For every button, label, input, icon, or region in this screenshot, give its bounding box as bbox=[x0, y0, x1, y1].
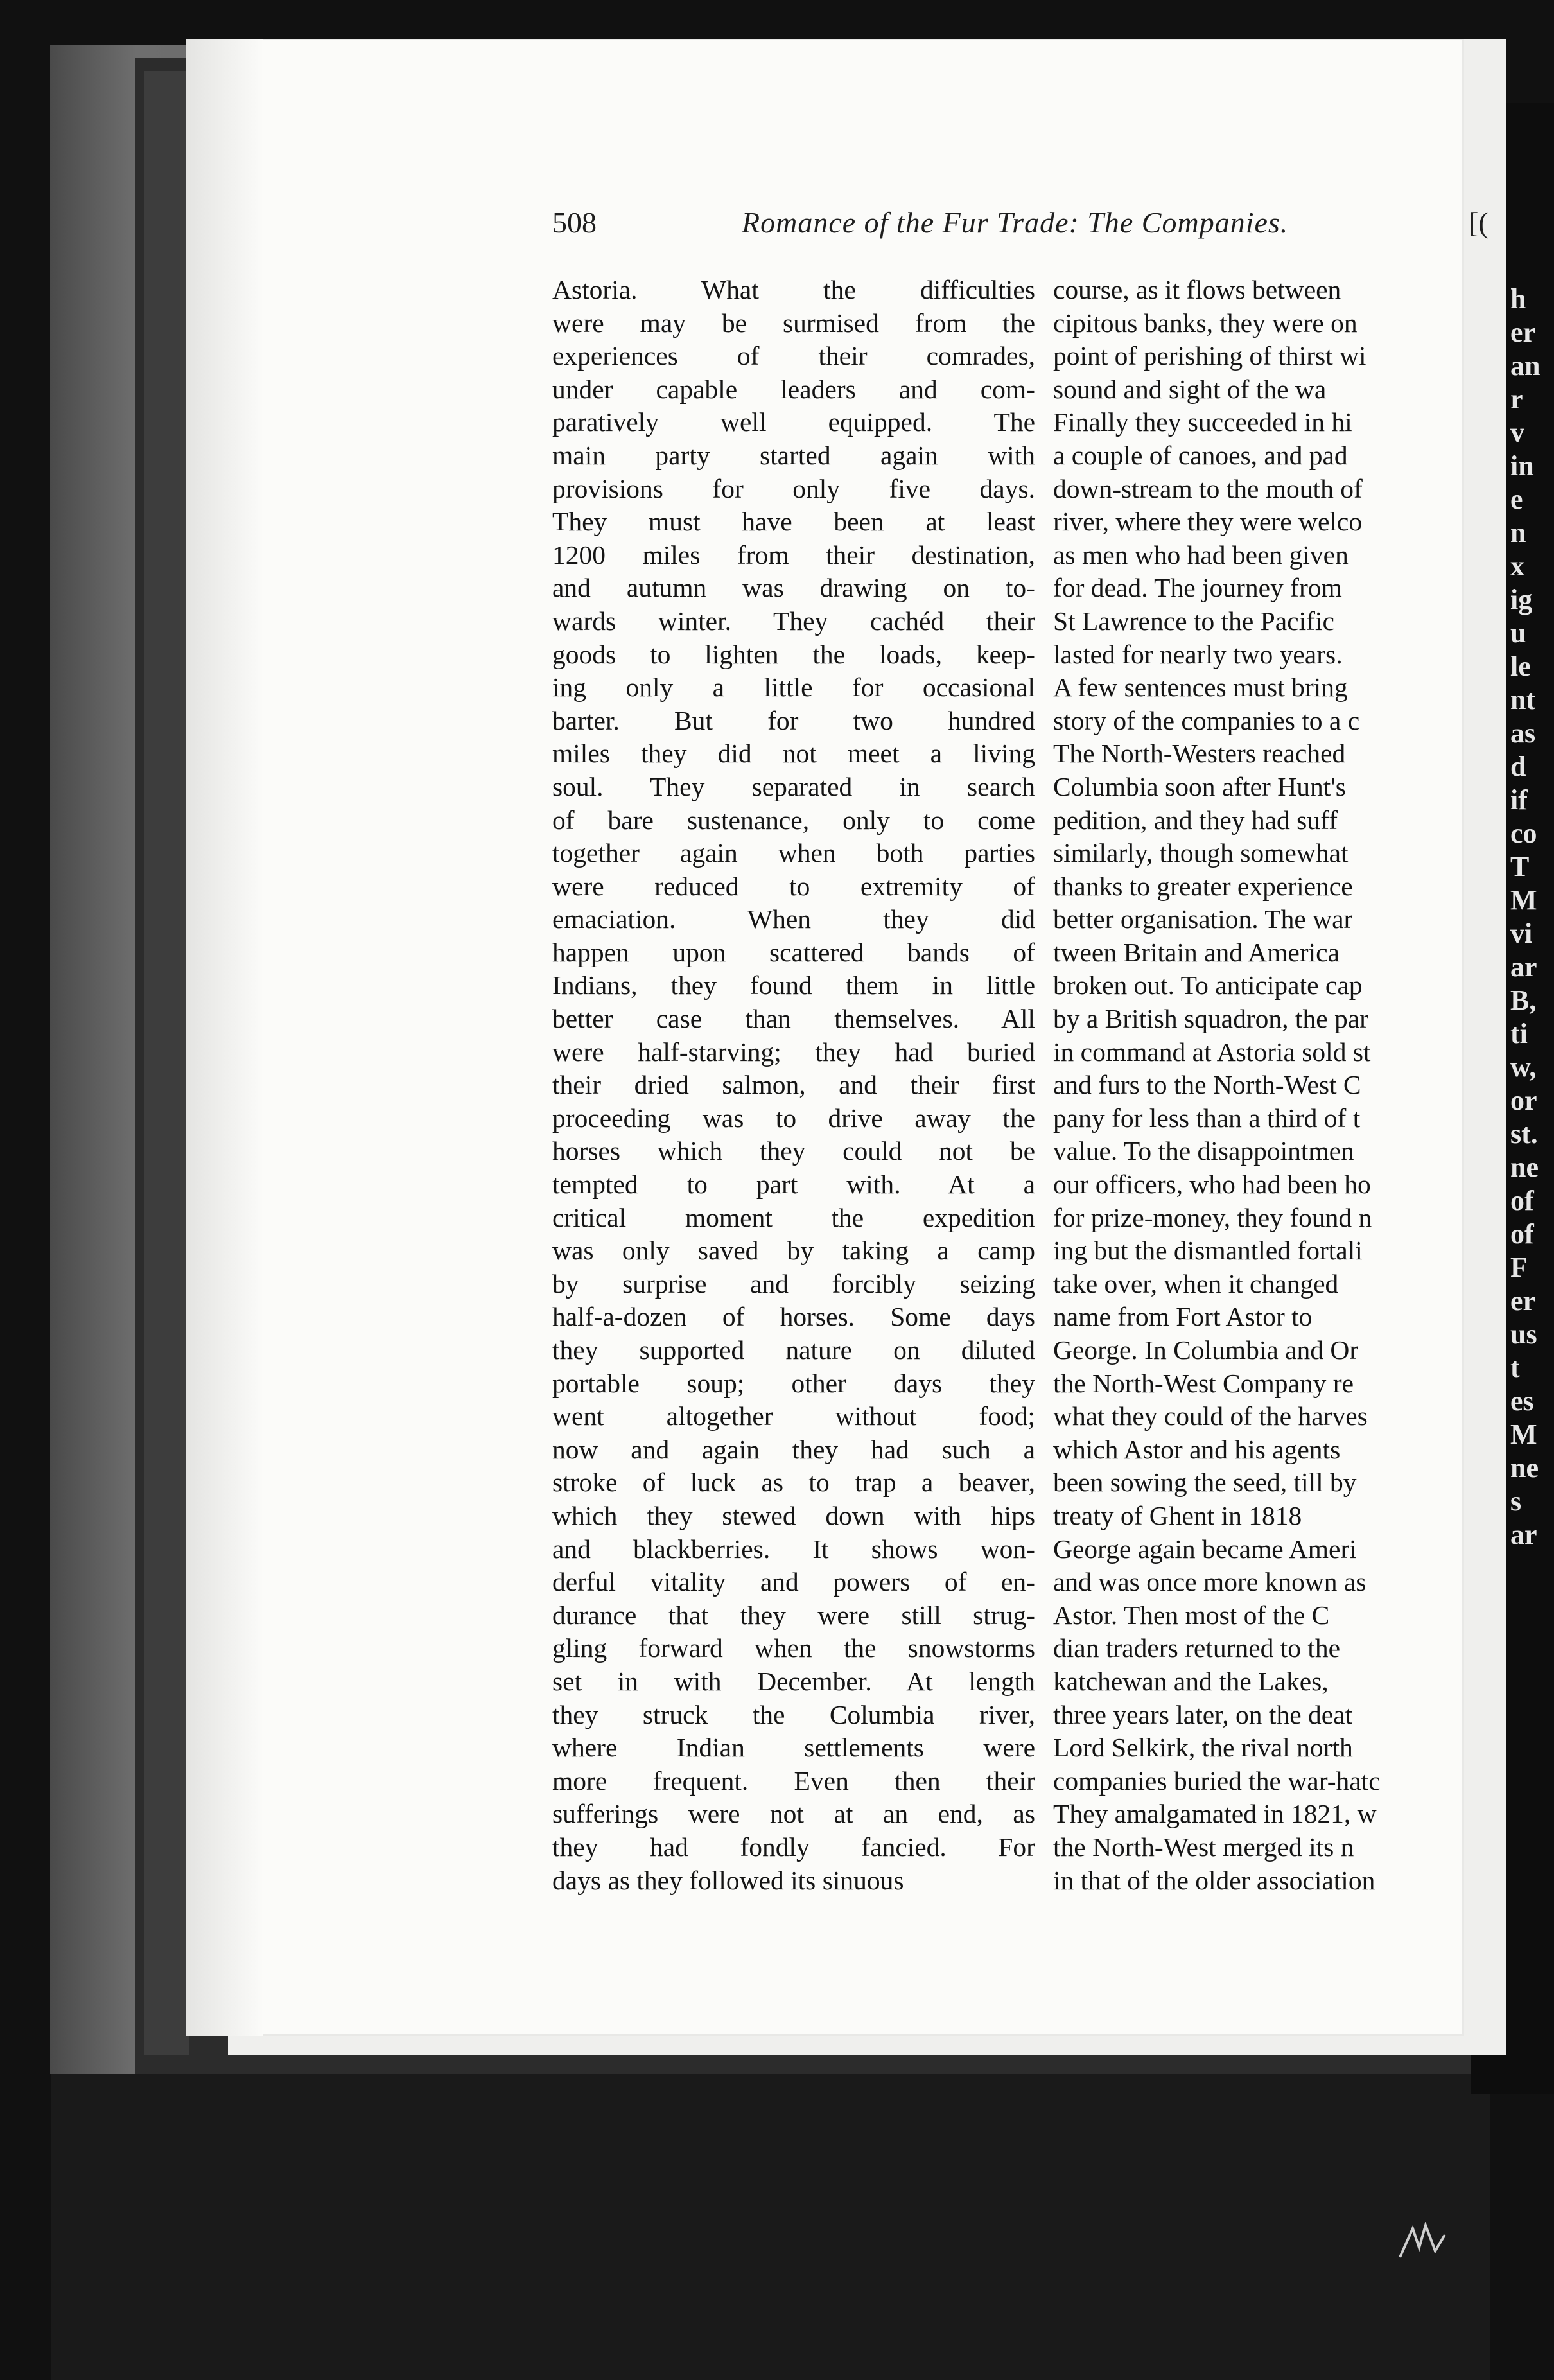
text-line: soul. They separated in search bbox=[552, 771, 1035, 801]
text-line: paratively well equipped. The bbox=[552, 407, 1035, 437]
bleed-fragment: h bbox=[1510, 283, 1526, 315]
bleed-fragment: of bbox=[1510, 1185, 1534, 1216]
text-line: durance that they were still strug- bbox=[552, 1600, 1035, 1630]
bleed-fragment: F bbox=[1510, 1252, 1528, 1283]
bleed-fragment: es bbox=[1510, 1385, 1534, 1417]
text-line: ing only a little for occasional bbox=[552, 672, 1035, 703]
bleed-fragment: st. bbox=[1510, 1118, 1538, 1150]
text-line: gling forward when the snowstorms bbox=[552, 1633, 1035, 1663]
text-line: they had fondly fancied. For bbox=[552, 1832, 1035, 1862]
text-line: A few sentences must bring bbox=[1053, 672, 1348, 703]
text-line: critical moment the expedition bbox=[552, 1202, 1035, 1232]
text-line: where Indian settlements were bbox=[552, 1733, 1035, 1763]
text-line: the North-West Company re bbox=[1053, 1368, 1354, 1398]
text-line: for prize-money, they found n bbox=[1053, 1202, 1372, 1232]
text-line: stroke of luck as to trap a beaver, bbox=[552, 1467, 1035, 1498]
text-line: down-stream to the mouth of bbox=[1053, 473, 1363, 503]
text-line: 1200 miles from their destination, bbox=[552, 539, 1035, 570]
text-line: tween Britain and America bbox=[1053, 937, 1340, 967]
text-line: emaciation. When they did bbox=[552, 904, 1035, 934]
text-line: in command at Astoria sold st bbox=[1053, 1037, 1371, 1067]
text-line: for dead. The journey from bbox=[1053, 573, 1342, 603]
bleed-fragment: in bbox=[1510, 450, 1534, 482]
bleed-fragment: if bbox=[1510, 784, 1528, 816]
text-line: They must have been at least bbox=[552, 507, 1035, 537]
text-line: St Lawrence to the Pacific bbox=[1053, 606, 1334, 636]
text-column-left bbox=[552, 274, 1035, 1897]
bleed-fragment: v bbox=[1510, 417, 1524, 448]
tear-mark-icon bbox=[1397, 2222, 1448, 2261]
bleed-fragment: s bbox=[1510, 1485, 1522, 1517]
text-line: story of the companies to a c bbox=[1053, 705, 1360, 735]
text-line: course, as it flows between bbox=[1053, 275, 1341, 304]
text-line: Indians, they found them in little bbox=[552, 970, 1035, 1001]
binding-strip bbox=[144, 71, 189, 2055]
text-line: and blackberries. It shows won- bbox=[552, 1534, 1035, 1564]
bleed-fragment: le bbox=[1510, 651, 1531, 682]
bleed-fragment: nt bbox=[1510, 684, 1536, 715]
text-line: what they could of the harves bbox=[1053, 1401, 1368, 1431]
text-line: ing but the dismantled fortali bbox=[1053, 1236, 1363, 1266]
bleed-fragment: ne bbox=[1510, 1452, 1539, 1483]
page-number: 508 bbox=[552, 206, 597, 239]
text-line: which they stewed down with hips bbox=[552, 1500, 1035, 1530]
text-line: was only saved by taking a camp bbox=[552, 1236, 1035, 1266]
bleed-fragment: u bbox=[1510, 617, 1526, 649]
text-line: Astor. Then most of the C bbox=[1053, 1600, 1330, 1630]
text-line: pedition, and they had suff bbox=[1053, 805, 1338, 835]
text-line: river, where they were welco bbox=[1053, 507, 1363, 537]
text-line: katchewan and the Lakes, bbox=[1053, 1666, 1329, 1696]
text-line: proceeding was to drive away the bbox=[552, 1103, 1035, 1133]
text-line: horses which they could not be bbox=[552, 1136, 1035, 1166]
bleed-fragment: w, bbox=[1510, 1051, 1537, 1083]
text-line: treaty of Ghent in 1818 bbox=[1053, 1500, 1302, 1530]
text-line: derful vitality and powers of en- bbox=[552, 1567, 1035, 1597]
text-line: were reduced to extremity of bbox=[552, 871, 1035, 901]
bleed-fragment: er bbox=[1510, 1285, 1536, 1317]
text-line: the North-West merged its n bbox=[1053, 1832, 1354, 1862]
text-line: George. In Columbia and Or bbox=[1053, 1335, 1359, 1365]
text-line: set in with December. At length bbox=[552, 1666, 1035, 1696]
bleed-fragment: us bbox=[1510, 1318, 1537, 1350]
bleed-fragment: e bbox=[1510, 484, 1523, 515]
text-line: they supported nature on diluted bbox=[552, 1335, 1035, 1365]
text-line: thanks to greater experience bbox=[1053, 871, 1353, 901]
header-bracket: [( bbox=[1469, 206, 1489, 239]
text-line: dian traders returned to the bbox=[1053, 1633, 1341, 1663]
bleed-fragment: ar bbox=[1510, 951, 1537, 983]
text-line: sufferings were not at an end, as bbox=[552, 1799, 1035, 1829]
bleed-fragment: of bbox=[1510, 1218, 1534, 1250]
lower-shadow-band bbox=[51, 2074, 1490, 2380]
bleed-fragment: ne bbox=[1510, 1151, 1539, 1183]
text-line: companies buried the war-hatc bbox=[1053, 1765, 1381, 1796]
bleed-fragment: n bbox=[1510, 517, 1526, 548]
text-line: main party started again with bbox=[552, 440, 1035, 470]
bleed-fragment: t bbox=[1510, 1352, 1520, 1383]
text-line: together again when both parties bbox=[552, 838, 1035, 868]
text-line: Lord Selkirk, the rival north bbox=[1053, 1733, 1353, 1763]
text-line: a couple of canoes, and pad bbox=[1053, 440, 1348, 470]
text-line: in that of the older association bbox=[1053, 1865, 1375, 1895]
bleed-fragment: an bbox=[1510, 350, 1541, 381]
text-line: Astoria. What the difficulties bbox=[552, 275, 1035, 304]
text-line: went altogether without food; bbox=[552, 1401, 1035, 1431]
bleed-fragment: r bbox=[1510, 383, 1523, 415]
text-line: portable soup; other days they bbox=[552, 1368, 1035, 1398]
bleed-fragment: x bbox=[1510, 550, 1524, 582]
text-line: and autumn was drawing on to- bbox=[552, 573, 1035, 603]
text-line: as men who had been given bbox=[1053, 539, 1349, 570]
bleed-fragment: ig bbox=[1510, 584, 1533, 615]
text-line: better organisation. The war bbox=[1053, 904, 1353, 934]
text-line: happen upon scattered bands of bbox=[552, 937, 1035, 967]
text-line: Columbia soon after Hunt's bbox=[1053, 771, 1346, 801]
text-line: take over, when it changed bbox=[1053, 1268, 1339, 1299]
text-line: lasted for nearly two years. bbox=[1053, 639, 1343, 669]
bleed-fragment: d bbox=[1510, 751, 1526, 782]
text-column-right bbox=[1053, 274, 1477, 1897]
text-line: sound and sight of the wa bbox=[1053, 374, 1327, 404]
text-line: by surprise and forcibly seizing bbox=[552, 1268, 1035, 1299]
text-line: and furs to the North-West C bbox=[1053, 1070, 1361, 1100]
text-line: of bare sustenance, only to come bbox=[552, 805, 1035, 835]
bleed-fragment: B, bbox=[1510, 984, 1537, 1016]
text-line: The North-Westers reached bbox=[1053, 739, 1346, 769]
text-line: value. To the disappointmen bbox=[1053, 1136, 1354, 1166]
bleed-fragment: er bbox=[1510, 317, 1536, 348]
running-title: Romance of the Fur Trade: The Companies. bbox=[742, 206, 1289, 239]
text-line: They amalgamated in 1821, w bbox=[1053, 1799, 1377, 1829]
text-line: and was once more known as bbox=[1053, 1567, 1366, 1597]
bleed-fragment: as bbox=[1510, 717, 1536, 749]
bleed-fragment: vi bbox=[1510, 918, 1533, 949]
bleed-fragment: ar bbox=[1510, 1519, 1537, 1550]
text-line: now and again they had such a bbox=[552, 1434, 1035, 1464]
text-line: better case than themselves. All bbox=[552, 1004, 1035, 1034]
text-line: goods to lighten the loads, keep- bbox=[552, 639, 1035, 669]
text-line: under capable leaders and com- bbox=[552, 374, 1035, 404]
text-line: broken out. To anticipate cap bbox=[1053, 970, 1363, 1001]
text-line: provisions for only five days. bbox=[552, 473, 1035, 503]
text-line: more frequent. Even then their bbox=[552, 1765, 1035, 1796]
bleed-fragment: or bbox=[1510, 1085, 1537, 1116]
text-line: miles they did not meet a living bbox=[552, 739, 1035, 769]
bleed-fragment: T bbox=[1510, 851, 1530, 882]
text-line: which Astor and his agents bbox=[1053, 1434, 1341, 1464]
bleed-fragment: ti bbox=[1510, 1018, 1528, 1049]
text-line: were may be surmised from the bbox=[552, 308, 1035, 338]
running-header bbox=[552, 206, 1489, 244]
text-line: wards winter. They cachéd their bbox=[552, 606, 1035, 636]
text-line: our officers, who had been ho bbox=[1053, 1169, 1371, 1200]
text-line: name from Fort Astor to bbox=[1053, 1302, 1313, 1332]
text-line: their dried salmon, and their first bbox=[552, 1070, 1035, 1100]
text-line: experiences of their comrades, bbox=[552, 341, 1035, 371]
text-line: were half-starving; they had buried bbox=[552, 1037, 1035, 1067]
bleed-fragment: M bbox=[1510, 884, 1537, 916]
text-line: three years later, on the deat bbox=[1053, 1699, 1353, 1729]
text-line: half-a-dozen of horses. Some days bbox=[552, 1302, 1035, 1332]
text-line: cipitous banks, they were on bbox=[1053, 308, 1358, 338]
text-line: pany for less than a third of t bbox=[1053, 1103, 1361, 1133]
page-fold-shading bbox=[186, 39, 263, 2036]
text-line: barter. But for two hundred bbox=[552, 705, 1035, 735]
text-line: been sowing the seed, till by bbox=[1053, 1467, 1357, 1498]
text-line: tempted to part with. At a bbox=[552, 1169, 1035, 1200]
text-line: similarly, though somewhat bbox=[1053, 838, 1349, 868]
bleed-fragment: co bbox=[1510, 818, 1537, 849]
text-line: by a British squadron, the par bbox=[1053, 1004, 1368, 1034]
text-line: Finally they succeeded in hi bbox=[1053, 407, 1352, 437]
text-line: point of perishing of thirst wi bbox=[1053, 341, 1366, 371]
facing-page-bleed-text bbox=[1510, 283, 1554, 1552]
text-line: days as they followed its sinuous bbox=[552, 1865, 904, 1895]
text-line: they struck the Columbia river, bbox=[552, 1699, 1035, 1729]
bleed-fragment: M bbox=[1510, 1419, 1537, 1450]
text-line: George again became Ameri bbox=[1053, 1534, 1357, 1564]
